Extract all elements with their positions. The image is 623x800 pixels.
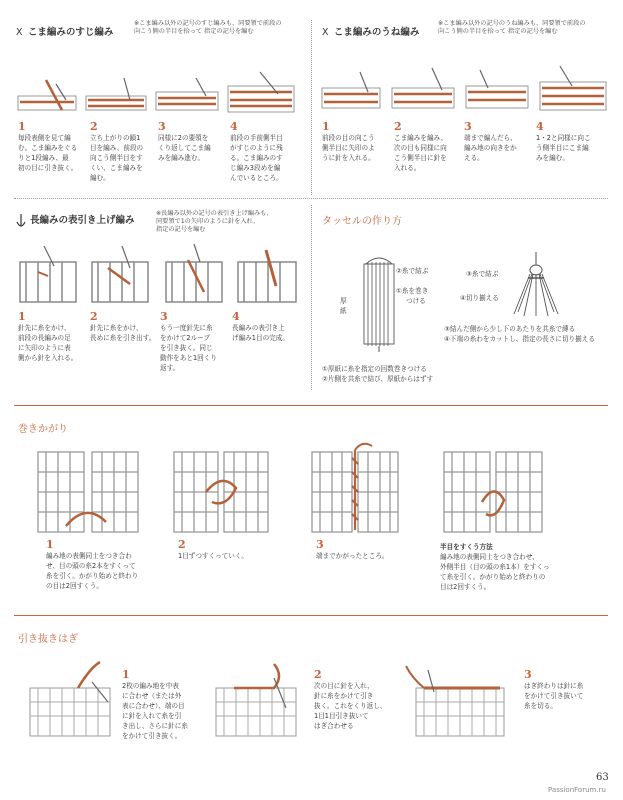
une-step-1: 1 前段の目の向こう 側半目に矢印のよ うに針を入れる。 [322, 120, 375, 162]
makikagari-illustrations [36, 442, 556, 542]
hikinuki-step-2: 2 次の目に針を入れ、 針に糸をかけて引き 抜く。これをくり返し、 1目1目引き抜いて はぎ合わせる [314, 668, 387, 730]
horizontal-divider-1 [14, 198, 608, 199]
omote-step-2: 2 針先に糸をかけ、 長めに糸を引き出す。 [90, 310, 156, 342]
omote-illustrations [18, 242, 304, 306]
suji-illus-4 [228, 72, 294, 112]
suji-step-3: 3 同様に2の要領を くり返してこま編 みを編み進む。 [158, 120, 211, 162]
omote-title: 長編みの表引き上げ編み [30, 215, 135, 226]
suji-step-4: 4 前段の手前側半目 がすじのように残 る。こま編みのす じ編み3段めを編 んでいるところ。 [230, 120, 283, 182]
omote-illus-4 [238, 250, 296, 302]
hikinuki-illus-3 [404, 658, 514, 748]
omote-illus-1 [20, 246, 76, 302]
une-step-3: 3 端まで編んだら、 編み地の向きをか える。 [464, 120, 517, 162]
une-illus-3 [466, 70, 528, 108]
makikagari-section [0, 408, 623, 608]
makikagari-step-2: 2 1目ずつすくっていく。 [178, 538, 248, 560]
une-illus-1 [322, 72, 380, 108]
une-illus-4 [540, 66, 606, 110]
omote-section [0, 200, 311, 395]
suji-illustrations [16, 70, 306, 120]
omote-step-4: 4 長編みの表引き上 げ編み1目の完成。 [232, 310, 289, 342]
suji-title-row [16, 24, 113, 38]
makikagari-illus-4 [444, 452, 542, 532]
suji-title: こま編みのすじ編み [27, 27, 114, 38]
tassel-title: タッセルの作り方 [322, 216, 402, 227]
hook-icon [16, 214, 26, 234]
cross-symbol-icon: X [16, 27, 23, 38]
cross-symbol-icon: X [322, 27, 329, 38]
hikinuki-section [0, 618, 623, 768]
suji-note: ※こま編み以外の記号のすじ編みも、同要領で前段の 向こう側の半目を拾って 指定の記号を編む [134, 20, 282, 35]
une-illus-2 [392, 68, 454, 108]
tassel-label-tie3: ③糸で結ぶ [466, 270, 499, 278]
une-step-4: 4 1・2と同様に向こ う側半目にこま編 みを編む。 [536, 120, 591, 162]
footer-url: PassionForum.ru [548, 786, 606, 794]
hikinuki-step-3: 3 はぎ終わりは針に糸 をかけて引き抜いて 糸を切る。 [524, 668, 584, 710]
suji-step-2: 2 立ち上がりの鎖1 目を編み、前段の 向こう側半目をす くい、こま編みを 編む。 [90, 120, 144, 182]
accent-rule-2 [14, 615, 608, 616]
makikagari-title: 巻きかがり [18, 424, 68, 435]
accent-rule-1 [14, 405, 608, 406]
makikagari-step-3: 3 端までかがったところ。 [316, 538, 389, 560]
suji-illus-3 [156, 78, 218, 110]
suji-illus-2 [86, 78, 146, 110]
hikinuki-illus-1 [28, 658, 120, 748]
omote-illus-2 [92, 246, 148, 302]
une-title: こま編みのうね編み [333, 27, 420, 38]
tassel-finished-illustration [506, 252, 566, 322]
vertical-divider-top [311, 20, 312, 195]
makikagari-illus-3 [312, 444, 398, 532]
hikinuki-illus-2 [214, 658, 306, 748]
tassel-label-trim: ④切り揃える [460, 294, 499, 302]
makikagari-illus-2 [174, 452, 268, 532]
omote-step-3: 3 もう一度針先に糸 をかけて2ループ を引き抜く。同じ 動作をあと1回くり 返す。 [160, 310, 217, 372]
suji-illus-1 [18, 80, 76, 110]
makikagari-half-method: 半目をすくう方法 編み地の表側同士をつき合わせ、 外側半目（目の頭の糸1本）をすくっ て糸を引く。かがり始めと終わりの 目は2回すくう。 [440, 543, 550, 591]
makikagari-step-1: 1 編み地の表側同士をつき合わ せ、目の頭の糸2本をすくって 糸を引く。かがり始めと終わり の目は2回すくう。 [46, 538, 139, 590]
makikagari-illus-1 [38, 452, 138, 532]
page-number: 63 [596, 772, 609, 783]
une-note: ※こま編み以外の記号のうね編みも、同要領で前段の 向こう側の半目を拾って 指定の記号を編む [438, 20, 586, 35]
une-illustrations [320, 62, 610, 116]
omote-step-1: 1 針先に糸をかけ、 前段の長編みの足 に矢印のように表 側から針を入れる。 [18, 310, 78, 362]
suji-section [0, 0, 311, 200]
hikinuki-step-1: 1 2枚の編み地を中表 に合わせ（または外 表に合わせ）、端の目 に針を入れて糸を引 き出し、さらに針に糸 をかけて引き抜く。 [122, 668, 188, 740]
omote-illus-3 [166, 244, 222, 302]
tassel-label-board: 厚 紙 [340, 297, 347, 315]
tassel-notes-left: ①厚紙に糸を指定の回数巻きつける ②片側を共糸で結び、厚紙からはずす [322, 365, 434, 383]
omote-note: ※長編み以外の記号の表引き上げ編みも、 同要領で1の矢印のように針を入れ、 指定の記号を編む [156, 210, 273, 233]
tassel-label-wind: ①糸を巻き つける [396, 287, 429, 305]
tassel-label-tie: ②糸で結ぶ [396, 267, 429, 275]
une-step-2: 2 こま編みを編み、 次の目も同様に向 こう側半目に針を 入れる。 [394, 120, 448, 172]
tassel-section [314, 200, 614, 395]
tassel-notes-right: ③結んだ側から少し下のあたりを共糸で縛る ④下端の糸わをカットし、指定の長さに切り揃える [444, 325, 595, 343]
vertical-divider-mid [311, 205, 312, 390]
une-title-row [322, 24, 419, 38]
une-section [314, 0, 614, 200]
hikinuki-title: 引き抜きはぎ [18, 634, 78, 645]
suji-step-1: 1 毎段表側を見て編 む。こま編みをぐる りと1段編み、最 初の目に引き抜く。 [18, 120, 78, 172]
